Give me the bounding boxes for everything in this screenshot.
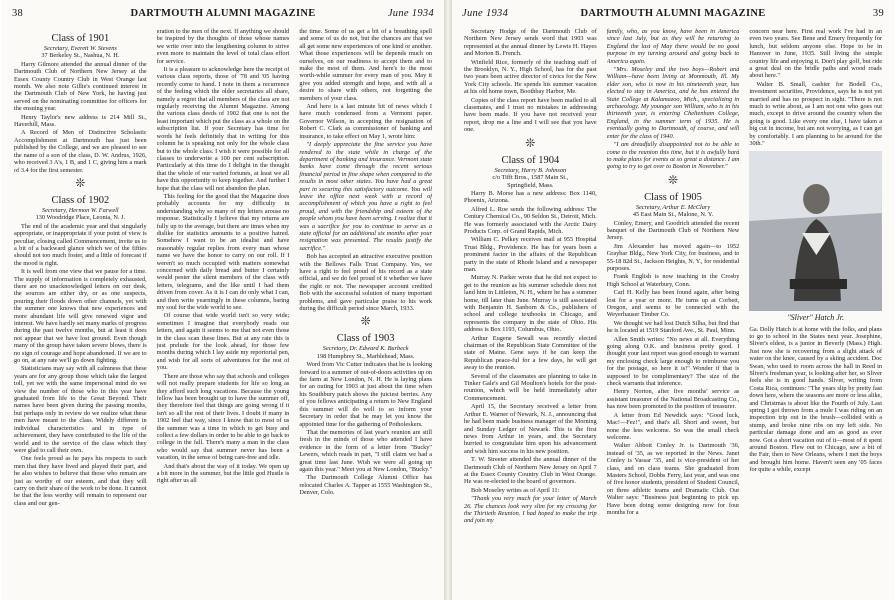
paragraph: Conley, Emery, and Goodrich attended the recent banquet of the Dartmouth Club of Northern New Jersey. (606, 219, 740, 242)
paragraph: We thought we had lost Dutch Silha, but find that he is located at 1519 Stanford Ave., St. Paul, Minn. (606, 319, 740, 335)
paragraph: Bob Moseley writes as of April 11: (471, 486, 560, 494)
paragraph: Henry Norton, after five months' service as assistant treasurer of the National Broadcasting Co., has now been promoted to the position of treasurer. (606, 388, 740, 411)
column-3 (749, 28, 882, 594)
magazine-title: DARTMOUTH ALUMNI MAGAZINE (580, 8, 766, 19)
paragraph: Alfred L. Roe sends the following address: The Century Chemical Co., 90 Seldon St., Detroit, Mich. He was formerly associated with the Arctic Dairy Products Corp. of Grand Rapids, Mich. (464, 205, 597, 235)
running-head (462, 8, 884, 24)
paragraph: Allen Smith writes: "No news at all. Everything going along O.K. and business pretty good. I thought your last report was good enough to warrant my enclosing check large enough to reimburse you for the postage, so here it is!" Wonder if that is supposed to be complimentary? The size of the check warrants that inference. (606, 335, 740, 388)
section-ornament: ❊ (525, 135, 536, 150)
paragraph: Statisticians may say with all calmness that these years are for any group those which take the largest toll, yet we with the same impersonal mind do we view the number of those who in this year have graduated from life to the Great Beyond. Their names have been given during the passing months, but perhaps only in review do we realize what these men have meant to the class. Widely different in individual characteristics and in type of achievement, they have contributed to the life of the world and to the service of the class which they were glad to call their own. (14, 365, 147, 454)
paragraph: Of course that wide world isn't so very wide; sometimes I imagine that everybody reads our letters, and again it seems to me that not even those in the class scan these lines. But at any rate this is just prelude for the look ahead, for those few months during which I lay aside my reportorial pen, and wish for all sorts of adventures for the rest of you. (156, 312, 290, 372)
paragraph: Henry Taylor's new address is 214 Mill St., Haverhill, Mass. (14, 113, 147, 129)
section-ornament: ❊ (75, 175, 86, 190)
paragraph: That the memories of last year's reunion are still fresh in the minds of those who attended I have evidence in the form of a letter from "Bucky" Lewers, which reads in part, "I still claim we had a great time last June. Wish we were all going up again this year." Meet you at New London, "Bucky." (299, 428, 433, 473)
paragraph: Several of the classmates are planning to take in Tinker Gale's and Gil Moulton's hotels for the post-reunion, which will be held immediately after Commencement. (464, 372, 597, 402)
paragraph: This feeling for the good that the Magazine does probably accounts for my difficulty in understanding why so many of my letters arouse no response. Statistically I believe that my returns are fully up to the average, but there are times when my dislike for statistics amounts to a positive hatred. Somehow I want to be an idealist and have reasonably regular replies from every man whose name we have the honor to carry on our roll. If I weren't so much occupied with matters somewhat concerned with daily bread and butter I certainly would pester the silent members of the class with letters, telegrams, and the like until I had them driven from cover. As it is I can do only what I can, and then write yearningly in these columns, baring my soul for the wide world to see. (156, 192, 290, 312)
paragraph: It is a pleasure to acknowledge here the receipt of various class reports, those of '78 and '05 having recently come to hand. I note in them a recurrence of the feeling which the older secretaries all share, namely a regret that all members of the class are not regularly receiving the Alumni Magazine. Among the various class deeds of 1902 that one is not the least important which put the class as a whole on the subscription list. If your Secretary has time for words he feels definitely that in writing for this column he is speaking not only for the whole class but to the whole class. I wish it were possible for all classes to underwrite a 100 per cent subscription. Particularly at this time do I delight in the thought that the whole of our varied fortunes, at least we all have this opportunity to keep together. And further I hope that the class will not abandon the plan. (156, 66, 290, 192)
paragraph: T. W. Streeter attended the annual dinner of the Dartmouth Club of Northern New Jersey on April 7 at the Essex County Country Club in West Orange. He was re-elected to the board of governors. (464, 456, 597, 486)
binding-gutter (444, 0, 452, 600)
paragraph: Winfield Rice, formerly of the teaching staff of the Brooklyn, N. Y., High School, has for the past two years been active director of civics for the New York City schools. He spends his summer vacation at his old home town, Boothbay Harbor, Me. (464, 58, 597, 96)
column-2 (607, 28, 740, 594)
paragraph: One feels proud as he pays his respects to such men that they have lived and played their part, and he also wishes to believe that those who remain are just as worthy of our esteem, and that they will carry on their share of the work to be done. It cannot be that the less worthy will remain to represent our class and our gen- (14, 455, 147, 507)
quotation: family, who, as you know, have been in America since last July, but as they will be returning to England the last of May there would be no good purpose in my turning around and going back to America again. (606, 28, 740, 65)
left-page (2, 0, 444, 600)
paragraph: Harry B. Morse has a new address: Box 1140, Phoenix, Arizona. (464, 189, 597, 205)
paragraph: Frank English is now teaching in the Crosby High School at Waterbury, Conn. (606, 273, 740, 288)
paragraph: Secretary Hodge of the Dartmouth Club of Northern New Jersey sends word that 1903 was represented at the annual dinner by Lewis H. Hayes and Morton B. French. (464, 28, 597, 58)
column-3 (299, 28, 432, 594)
photo-illustration (749, 151, 882, 311)
page-number: 38 (12, 8, 24, 19)
paragraph: The end of the academic year and that singularly appropriate, or inappropriate if your point of view is peculiar, closing called Commencement, invite us to a bit of a backward glance which we of the fifties should not too much foster, and a little of forecast if the mood is right. (14, 222, 147, 267)
class-heading-1903: Class of 1903 Secretary, Dr. Edward K. Burbeck 198 Humphrey St., Marblehead, Mass. (316, 333, 415, 360)
paragraph: Walter Abbott Conley Jr. is Dartmouth '36, instead of '35, as we reported in the News. Janet Conley is Vassar '35, and is vice-president of her class, and on class teams. She graduated from Masters School, Dobbs Ferry, last year, and was one of five honor students, president of Student Council, on three athletic teams and Dramatic Club. Our Walter says: "Business just beginning to pick up. Have been doing some designing now for four months for a (606, 442, 740, 516)
paragraph: Word from Vic Cutter indicates that he is looking forward to a summer of out-of-doors activities up on the farm at New London, N. H. He is laying plans for an outing for 1903 at just about the time when his Southbury patch shows the juiciest berries. Any of you fellows anticipating a return to New England this summer will do well to so inform your Secretary in order that he may let you know the appointed time for the gathering of Potholeskers. (299, 361, 433, 428)
quotation: "I am dreadfully disappointed not to be able to come to the reunion this time, but it is awfully hard to make plans for events at so great a distance. I am going to try to get over to Boston in November." (606, 141, 740, 171)
paragraph: Murray N. Parker wrote that he did not expect to get to the reunion as his summer schedule does not land him in Littleton, N. H., where he has a summer home, till later than June. Murray is still associated with Benjamin H. Sanborn & Co., publishers of school and college textbooks in Chicago, and represents the company in the state of Ohio. His address is Box 1193, Columbus, Ohio. (464, 274, 597, 334)
paragraph: The Dartmouth College Alumni Office has relocated Charles A. Tapper at 1555 Washington St., Denver, Colo. (299, 474, 433, 497)
section-ornament: ❊ (360, 314, 371, 329)
column-2 (157, 28, 290, 594)
paragraph: eration to the men of the next. If anything we should be inspired by the thoughts of those whose names we write over into the lengthening column to strive even more to maintain the level of total class effort for service. (156, 28, 290, 65)
paragraph: A letter from Ed Newdick says: "Good luck, Mac!—Fez!", and that's all. Short and sweet, but none the less welcome. So was the small check welcome. (606, 411, 740, 441)
paragraph: And here is a last minute bit of news which I have much condensed from a Vermont paper. Governor Wilson, in accepting the resignation of Robert C. Clark as commissioner of banking and insurance, to take effect on May 1, wrote him: (299, 103, 433, 140)
paragraph: the time. Some of us get a bit of a breathing spell and some of us do not, but the chances are that we all get some new experiences of one kind or another. What those experiences will be depends much on ourselves, on our readiness to accept them and to make the most of them. And here's to the most worth-while summer for every man of you. May it give you added strength and hope, and with all a desire to share with others, not forgetting the members of your class. (299, 28, 433, 102)
quotation: "Thank you very much for your letter of March 26. The chances look very slim for my crossing for the Thirtieth Reunion. I had hoped to make the trip and join my (464, 495, 597, 525)
paragraph: April 15, the Secretary received a letter from Arthur E. Warner of Newark, N. J., announcing that he had been made business manager of the Morning and Sunday Ledger of Newark. This is the first news from Arthur in years, and the Secretary hurried to congratulate him upon his advancement and wish him success in his new position. (464, 403, 597, 455)
quotation: "Mrs. Moseley and the two boys—Robert and William—have been living at Monmouth, Ill. My elder son, who is now in his nineteenth year, has elected to stay in America, and he has entered the State College at Kalamazoo, Mich., specializing in archaeology. My younger son William, who is in his thirteenth year, is entering Cheltenham College, England, in the summer term of 1935. He is eventually going to Dartmouth, of course, and will enter for the class of 1940. (606, 66, 740, 140)
paragraph: It is well from one view that we pause for a time. The supply of information is completely exhausted, there are no unacknowledged letters on our desk, the sources are either dry, or as one suspects, pouring their floods down other channels, yet with the summer one knows that new experiences and more abundant life will give renewed vigor and interest. We have hardly set many marks of progress during the past twelve months, but at least it does not appear that we have lost ground. Even though many of the group have taken severe blows, there is no sign of courage and hope abandoned. If we are to go on, at any rate we'll go down fighting. (14, 268, 147, 365)
right-page (452, 0, 894, 600)
class-heading-1902: Class of 1902 Secretary, Hermon W. Farwell 130 Woodridge Place, Leonia, N. J. (35, 194, 126, 222)
paragraph: Carl H. Kelly has been found again, after being lost for a year or more. He turns up at Corbett, Oregon, and seems to be connected with the Weyerhauser Timber Co. (606, 289, 740, 319)
running-head (12, 8, 434, 24)
column-1 (14, 28, 147, 594)
portrait-photo (749, 151, 882, 311)
magazine-title: DARTMOUTH ALUMNI MAGAZINE (130, 8, 316, 19)
paragraph: Bob has accepted an attractive executive position with the Bellows Falls Trust Company. Yes, we have a right to feel proud of his record as a state official, and we do feel proud of it whether we have the right or not. The newspaper account credited Bob with the successful solution of many important problems, and gave particular praise to his work during the difficult period since March, 1933. (299, 253, 433, 313)
paragraph: And that's about the way of it today. We open up a bit more in the summer, but the little god Hustle is right after us all (156, 462, 290, 485)
issue-date: June 1934 (462, 8, 509, 19)
page-number: 39 (872, 8, 884, 19)
column-grid (14, 28, 432, 594)
paragraph: There are those who say that schools and colleges will not really prepare students for life so long as they afford such long vacations. Because the young fellow has been brought up to have the summer off, they therefore feel that things are going wrong if it isn't so all the rest of their lives. I doubt if many in 1902 feel that way, since I know that to most of us the summer was a time in which to get busy and collect a few dollars in order to be able to go back to college in the fall. There's many a man in the class who would say that summer never has been a vacation, in the sense of being care-free and idle. (156, 372, 290, 462)
photo-caption: "Sliver" Hatch Jr. (787, 312, 845, 322)
class-heading-1904: Class of 1904 Secretary, Harry B. Johnson c/o Tifft Bros., 1587 Main St., Springfield, Mass. (492, 154, 569, 189)
section-ornament: ❊ (667, 172, 679, 187)
class-heading-1901: Class of 1901 Secretary, Everett W. Stevens 37 Berkeley St., Nashua, N. H. (41, 33, 120, 60)
paragraph: William C. Pelkey receives mail at 955 Hospital Trust Bldg., Providence. He has for years been a prominent factor in the affairs of the Republican party in the state of Rhode Island and a newspaper man. (464, 236, 597, 273)
column-grid (464, 28, 882, 594)
paragraph: Harry Gilmore attended the annual dinner of the Dartmouth Club of Northern New Jersey at the Essex County Country Club in West Orange last month. We also note Gillie's continued interest in the Dartmouth Club of New York, he having just served on the nominating committee for officers for the ensuing year. (14, 60, 147, 113)
paragraph: Walter B. Small, cashier for Bodell Co., investment securities, Providence, says he is not yet married and has no prospect in sight. "There is not much to write about, as I am not one who goes out much, except to drive around the country when the going is good. Like every one else, I have taken a big cut in income, but am not worrying, as I can get by comfortably. I am planning to be around for the 30th." (749, 80, 883, 148)
paragraph: Arthur Eugene Sewall was recently elected chairman of the Republican State Committee of the state of Maine. Gene says if he can keep the Republican peace-ful for a few days, he will get away to the reunion. (464, 334, 597, 372)
paragraph: A Record of Men of Distinctive Scholastic Accomplishment at Dartmouth has just been published by the College, and we are pleased to see the name of a son of the class, D. W. Andrus, 1926, who received 3 A's, 1 B, and 1 C, giving him a mark of 3.4 for the first semester. (14, 129, 147, 174)
quotation: "I deeply appreciate the fine service you have rendered to the state while in charge of the department of banking and insurance. Vermont state banks have come through the recent serious financial period in fine shape when compared to the results in most other states. You have had a great part in securing this satisfactory outcome. You will leave the office next week with a record of accomplishment of which you have a right to feel proud, and with the friendship and esteem of the people whom you have been serving. I realize that it was a sacrifice for you to continue to serve as a state official for an additional six months after your resignation was presented. The results justify the sacrifice." (299, 141, 433, 252)
paragraph: Copies of the class report have been mailed to all classmates, and I trust no mistakes in addressing have been made. If you have not received your report, drop me a line and I will see that you have one. (464, 96, 597, 134)
paragraph: Ga. Dolly Hatch is at home with the folks, and plans to go to school in the States next year. Josephine, Sliver's eldest, is a junior in Beverly (Mass.) High. Just now she is recovering from a slight attack of water on the knee, caused by a skiing accident. Doc Swan, who used to room across the hall in Reed in Sliver's freshman year, is looking after her, so Sliver feels she is in good hands. Sliver, writing from Costa Rica, continues: "The years slip by pretty fast down here, where the seasons are more or less alike, and Christmas is about like the Fourth of July. Last spring I got thrown from a mule I was riding on an inspection trip out in the brush—collided with a stump, and broke nine ribs on my left side. No particular damage done and am as good as ever now. Got a short vacation out of it—most of it spent around Boston. Flew out to Chicago, saw a bit of the Fair, then to New Orleans, where I met the boys and brought him home. Haven't seen any '05 faces for quite a while, except (749, 325, 883, 474)
quotation: concern near here. First real work I've had in an even two years. See Bene and Emery frequently for lunch, but seldom anyone else. Hope to be in Hanover in June, 1935. Still living the simple country life and enjoying it. Don't play golf, but ride a great deal on the bridle paths and wood roads about here." (749, 28, 883, 80)
column-1 (464, 28, 597, 594)
issue-date: June 1934 (387, 8, 434, 19)
class-heading-1905: Class of 1905 Secretary, Arthur E. McClary 45 East Main St., Malone, N. Y. (632, 191, 714, 219)
paragraph: Jim Alexander has moved again—to 1952 Graybar Bldg., New York City, for business, and to 55-18 82d St., Jackson Heights, N. Y., for residential purposes. (606, 242, 740, 272)
